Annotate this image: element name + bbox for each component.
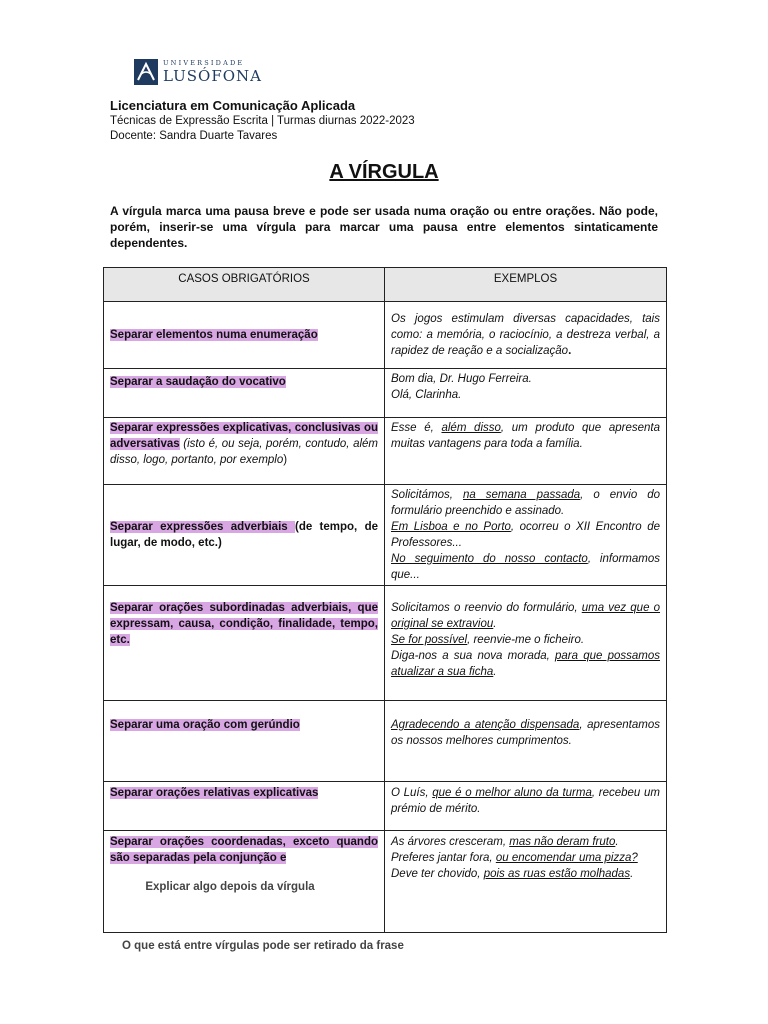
example-underlined: que é o melhor aluno da turma [432, 787, 592, 799]
example-text: , informamos que... [391, 553, 661, 581]
example-text: As árvores cresceram, [391, 836, 510, 848]
example-text: . [493, 666, 497, 678]
case-cell [104, 782, 385, 831]
example-line [391, 487, 660, 519]
example-cell [385, 782, 667, 831]
university-logo [134, 58, 262, 86]
case-examples-text: (isto é, ou seja, porém, contudo, além disso, logo, portanto, por exemplo [110, 438, 378, 466]
course-name: Licenciatura em Comunicação Aplicada [110, 98, 356, 113]
case-detail-text: (de tempo, de lugar, de modo, etc.) [110, 521, 378, 549]
conjunction-e-text: e [280, 852, 287, 864]
example-text: Diga-nos a sua nova morada, [391, 650, 556, 662]
example-underlined: na semana passada [462, 489, 581, 501]
subject-line: Técnicas de Expressão Escrita | Turmas diurnas 2022-2023 [110, 115, 415, 127]
example-underlined: além disso [441, 422, 501, 434]
example-line [391, 866, 660, 882]
example-text: , o envio do formulário preenchido e assinado. [391, 489, 660, 517]
table-row [104, 782, 667, 831]
example-underlined: No seguimento do nosso contacto [391, 553, 588, 565]
case-text: Separar orações coordenadas, exceto quando são separadas pela conjunção [110, 836, 378, 864]
example-text: . [493, 618, 497, 630]
example-underlined: para que possamos atualizar a sua ficha [391, 650, 661, 678]
case-cell [104, 701, 385, 782]
example-line [391, 648, 660, 680]
table-row [104, 485, 667, 586]
case-text: Separar expressões explicativas, conclusivas ou adversativas [110, 422, 378, 450]
table-row [104, 831, 667, 933]
example-underlined: Em Lisboa e no Porto [391, 521, 511, 533]
example-underlined: uma vez que o original se extraviou [391, 602, 661, 630]
page-title: A VÍRGULA [329, 161, 439, 183]
logo-big-text: LUSÓFONA [163, 66, 263, 85]
case-cell [104, 418, 385, 485]
case-text: Separar orações relativas explicativas [110, 787, 319, 799]
example-text: , reenvie-me o ficheiro. [467, 634, 585, 646]
example-line [391, 834, 660, 850]
example-line [391, 519, 660, 551]
case-cell [104, 485, 385, 586]
example-cell [385, 302, 667, 369]
document-header [110, 98, 415, 144]
table-row [104, 302, 667, 369]
intro-paragraph: A vírgula marca uma pausa breve e pode ser usada numa oração ou entre orações. Não pode, porém, inserir-se uma vírgula para marcar uma pausa entre elementos sintaticamente dependentes. [110, 204, 658, 250]
example-cell [385, 485, 667, 586]
example-text: . [630, 868, 634, 880]
example-text: . [568, 345, 572, 357]
example-text: , um produto que apresenta muitas vantagens para toda a família. [391, 422, 660, 450]
example-text: . [615, 836, 619, 848]
example-underlined: ou encomendar uma pizza? [495, 852, 638, 864]
case-text: Separar elementos numa enumeração [110, 329, 318, 341]
example-text: Solicitámos, [391, 489, 463, 501]
university-emblem-icon [134, 59, 158, 85]
example-line [391, 600, 660, 632]
example-cell [385, 369, 667, 418]
table-row [104, 369, 667, 418]
case-text-end: ) [283, 454, 288, 466]
example-text: Deve ter chovido, [391, 868, 484, 880]
case-cell [104, 831, 385, 933]
example-line: Bom dia, Dr. Hugo Ferreira. [391, 373, 532, 385]
example-cell [385, 831, 667, 933]
example-text: O Luís, [391, 787, 433, 799]
case-cell [104, 369, 385, 418]
example-line [391, 850, 660, 866]
table-header-row [104, 268, 667, 302]
case-cell [104, 302, 385, 369]
example-cell [385, 586, 667, 701]
example-underlined: pois as ruas estão molhadas [483, 868, 631, 880]
example-underlined: Agradecendo a atenção dispensada [391, 719, 580, 731]
example-line [391, 632, 660, 648]
example-text: Preferes jantar fora, [391, 852, 496, 864]
example-text: Solicitamos o reenvio do formulário, [391, 602, 582, 614]
footer-note: O que está entre vírgulas pode ser retirado da frase [122, 940, 404, 952]
case-text: Separar a saudação do vocativo [110, 376, 286, 388]
case-text: Separar uma oração com gerúndio [110, 719, 300, 731]
case-text: Separar expressões adverbiais [110, 521, 295, 533]
comma-rules-table [103, 267, 667, 933]
example-text: , recebeu um prémio de mérito. [391, 787, 660, 815]
example-underlined: Se for possível [391, 634, 468, 646]
example-cell [385, 701, 667, 782]
logo-small-text: UNIVERSIDADE [163, 59, 245, 68]
table-row [104, 418, 667, 485]
column-header-examples: EXEMPLOS [385, 268, 667, 302]
table-row [104, 701, 667, 782]
example-text: , ocorreu o XII Encontro de Professores... [391, 521, 660, 549]
handwritten-note: Explicar algo depois da vírgula [145, 881, 315, 893]
example-line: Olá, Clarinha. [391, 389, 462, 401]
case-cell [104, 586, 385, 701]
example-underlined: mas não deram fruto [509, 836, 616, 848]
example-text: Esse é, [391, 422, 442, 434]
example-text: Os jogos estimulam diversas capacidades, tais como: a memória, o raciocínio, a destreza verbal, a rapidez de reação e a socialização [391, 313, 660, 357]
example-line [391, 551, 660, 583]
column-header-cases: CASOS OBRIGATÓRIOS [104, 268, 385, 302]
example-cell [385, 418, 667, 485]
case-text: Separar orações subordinadas adverbiais, que expressam, causa, condição, finalidade, tempo, etc. [110, 602, 378, 646]
example-text: , apresentamos os nossos melhores cumprimentos. [391, 719, 661, 747]
teacher-line: Docente: Sandra Duarte Tavares [110, 130, 278, 142]
table-row [104, 586, 667, 701]
